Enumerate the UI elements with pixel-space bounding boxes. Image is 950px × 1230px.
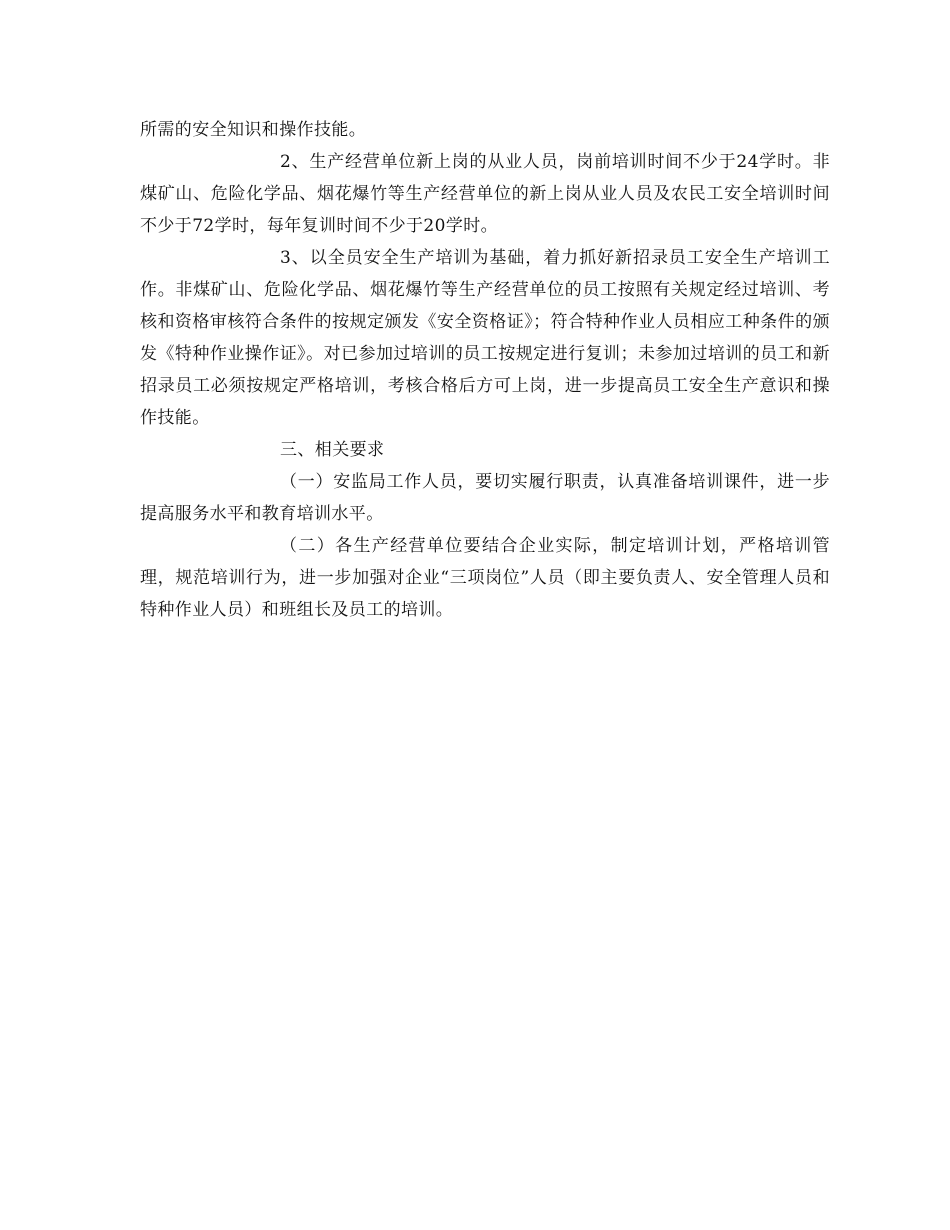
paragraph-requirement-2: （二）各生产经营单位要结合企业实际，制定培训计划，严格培训管理，规范培训行为，进一步加强对企业“三项岗位”人员（即主要负责人、安全管理人员和特种作业人员）和班组长及员工的培训。: [140, 536, 830, 620]
paragraph-continuation: 所需的安全知识和操作技能。: [140, 120, 367, 140]
document-body: [140, 114, 830, 626]
paragraph-item-2: 2、生产经营单位新上岗的从业人员，岗前培训时间不少于24学时。非煤矿山、危险化学品、烟花爆竹等生产经营单位的新上岗从业人员及农民工安全培训时间不少于72学时，每年复训时间不少于20学时。: [140, 152, 830, 236]
paragraph-item-3: 3、以全员安全生产培训为基础，着力抓好新招录员工安全生产培训工作。非煤矿山、危险化学品、烟花爆竹等生产经营单位的员工按照有关规定经过培训、考核和资格审核符合条件的按规定颁发《安全资格证》；符合特种作业人员相应工种条件的颁发《特种作业操作证》。对已参加过培训的员工按规定进行复训；未参加过培训的员工和新招录员工必须按规定严格培训，考核合格后方可上岗，进一步提高员工安全生产意识和操作技能。: [140, 248, 830, 428]
section-heading-requirements: 三、相关要求: [280, 440, 385, 460]
paragraph-requirement-1: （一）安监局工作人员，要切实履行职责，认真准备培训课件，进一步提高服务水平和教育培训水平。: [140, 472, 830, 524]
